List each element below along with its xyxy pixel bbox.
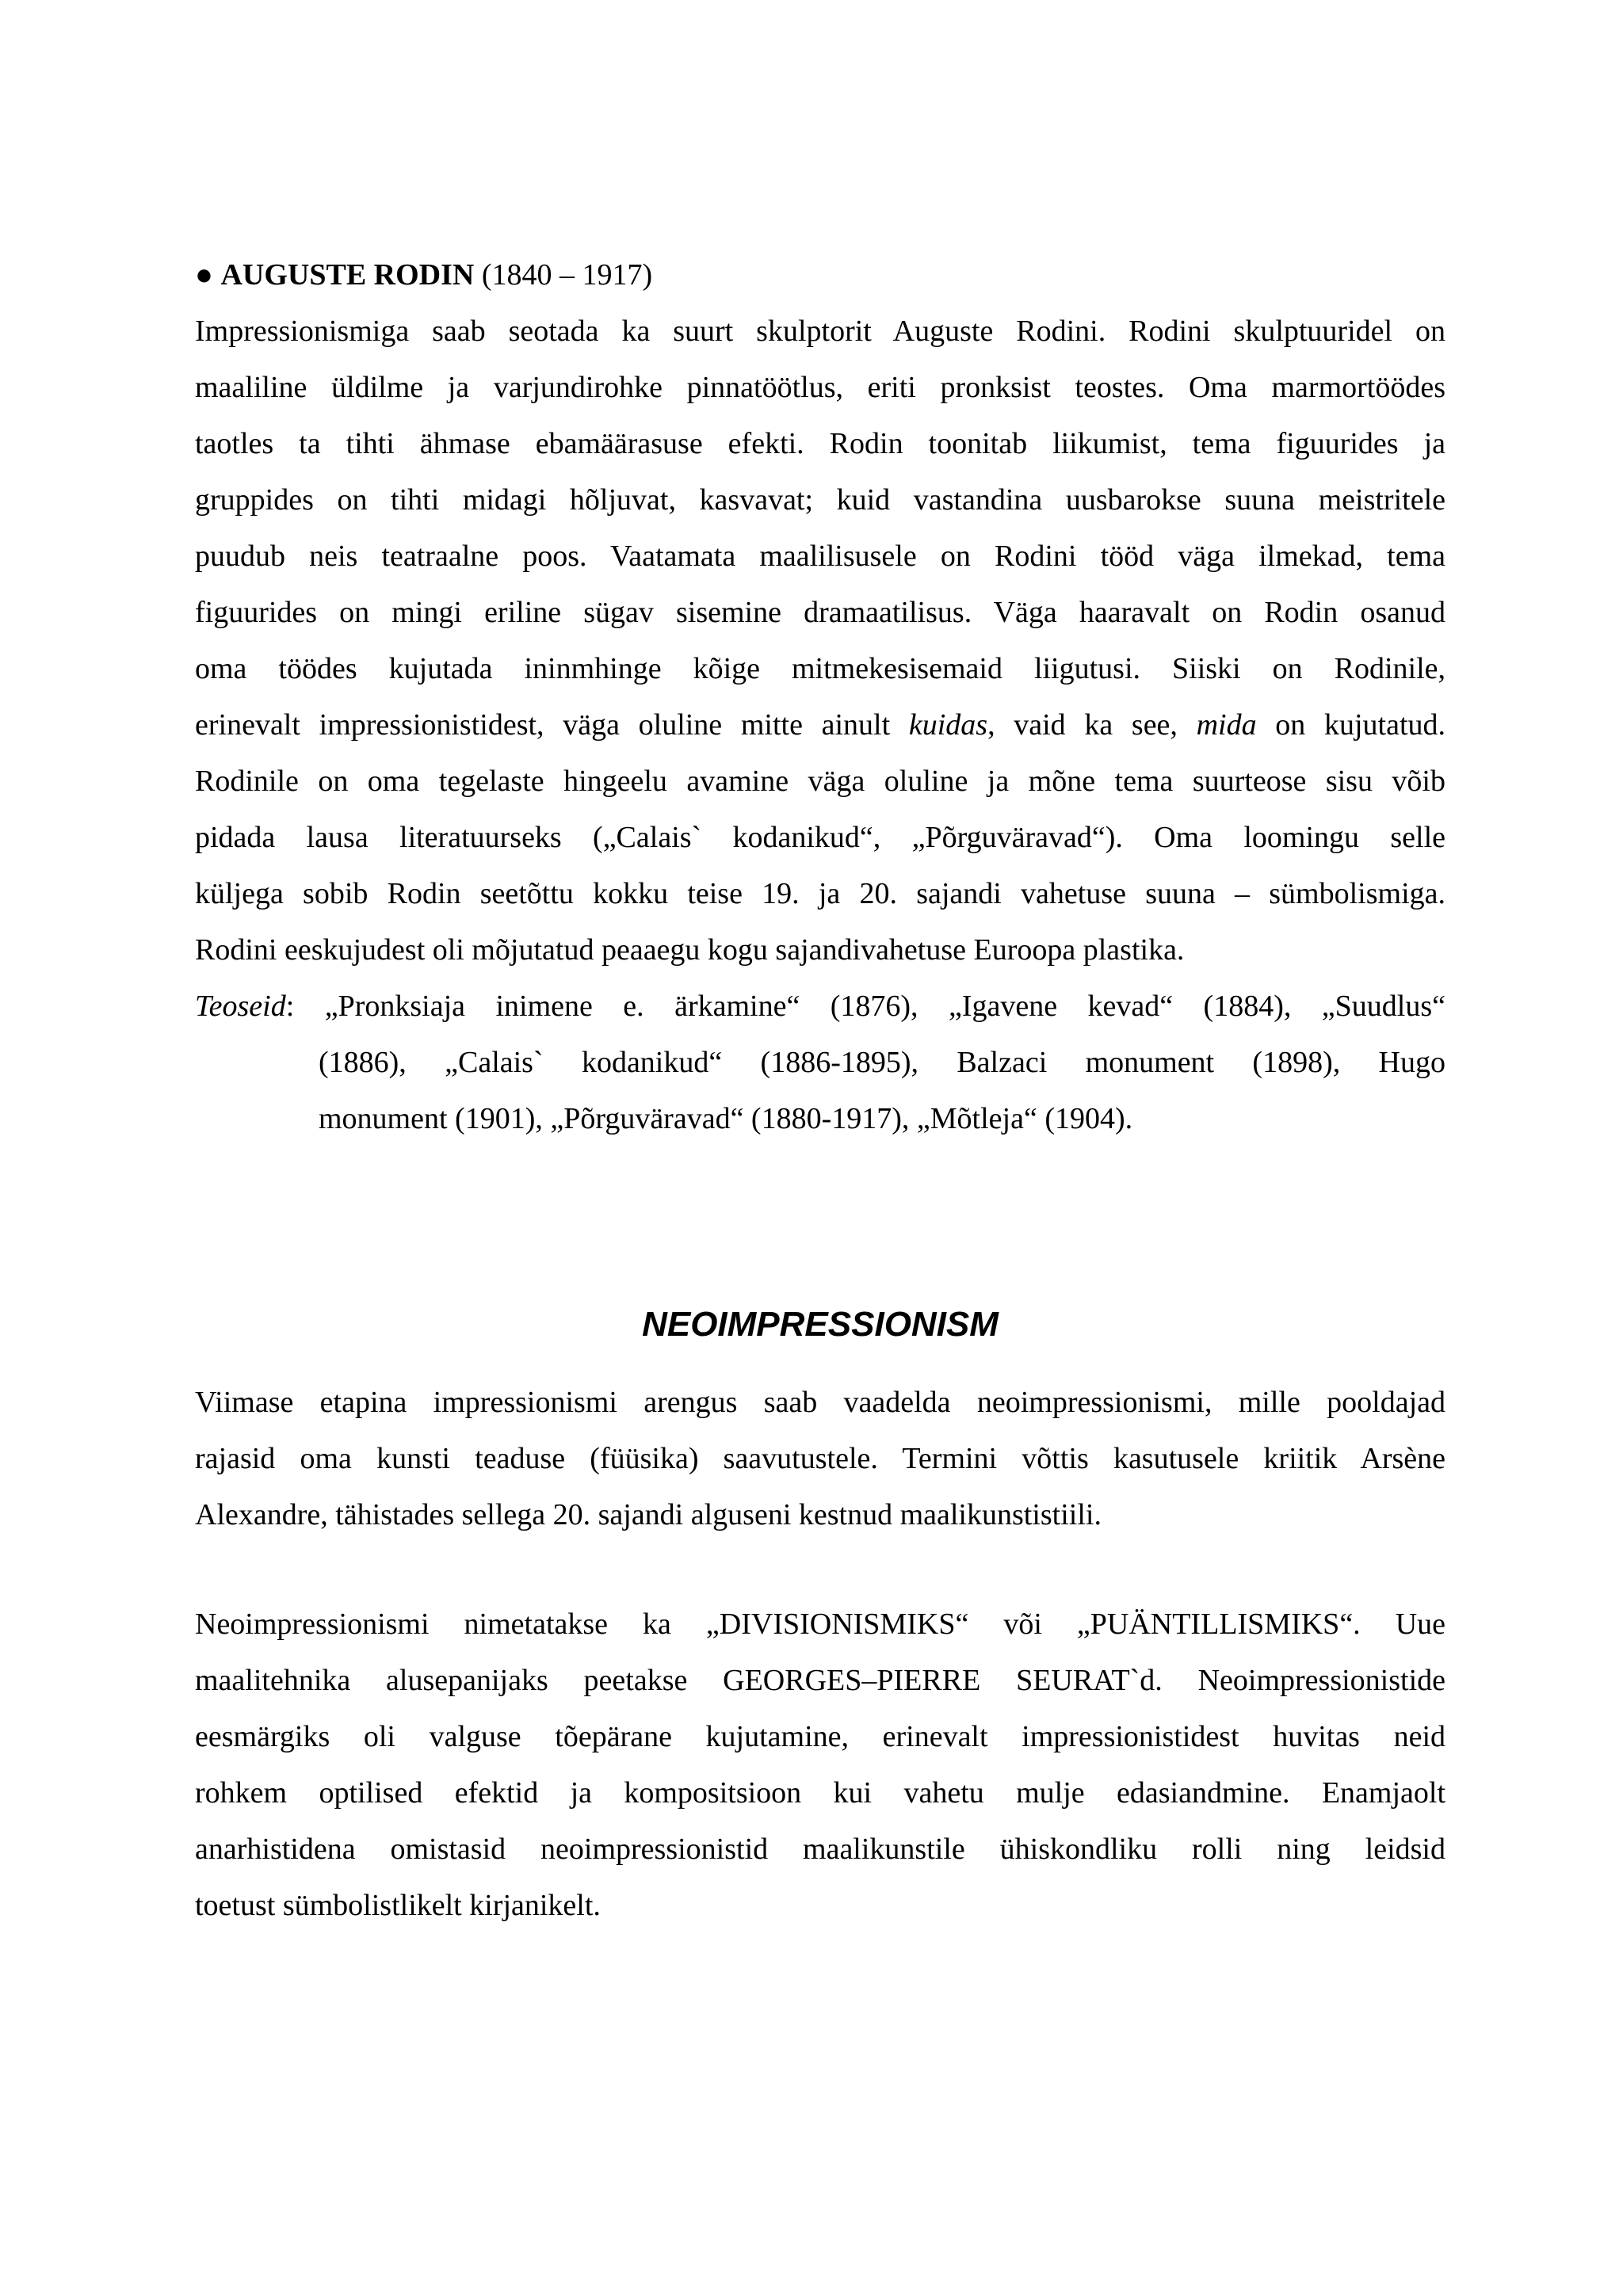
rodin-section xyxy=(195,247,1445,1147)
works-text-1: „Pronksiaja inimene e. ärkamine“ (1876), „Igavene kevad“ (1884), „Suudlus“ xyxy=(324,990,1446,1023)
rodin-line-8-c: on kujutatud. xyxy=(1256,708,1446,742)
works-line-2: (1886), „Calais` kodanikud“ (1886-1895), Balzaci monument (1898), Hugo xyxy=(319,1046,1445,1079)
neo-p1-line-2: rajasid oma kunsti teaduse (füüsika) saavutustele. Termini võttis kasutusele kriitik Arsène xyxy=(195,1442,1445,1475)
neo-p2-line-3: eesmärgiks oli valguse tõepärane kujutamine, erinevalt impressionistidest huvitas neid xyxy=(195,1720,1445,1753)
rodin-line-7: oma töödes kujutada ininmhinge kõige mitmekesisemaid liigutusi. Siiski on Rodinile, xyxy=(195,652,1445,685)
rodin-line-12: Rodini eeskujudest oli mõjutatud peaaegu kogu sajandivahetuse Euroopa plastika. xyxy=(195,933,1185,967)
rodin-line-9: Rodinile on oma tegelaste hingeelu avamine väga oluline ja mõne tema suurteose sisu võib xyxy=(195,765,1445,798)
rodin-line-5: puudub neis teatraalne poos. Vaatamata maalilisusele on Rodini tööd väga ilmekad, tema xyxy=(195,540,1445,573)
rodin-dates: (1840 – 1917) xyxy=(481,258,653,292)
works-line-3: monument (1901), „Põrguväravad“ (1880-1917), „Mõtleja“ (1904). xyxy=(319,1102,1133,1135)
neo-p2-line-4: rohkem optilised efektid ja kompositsioon kui vahetu mulje edasiandmine. Enamjaolt xyxy=(195,1776,1445,1810)
rodin-line-3: taotles ta tihti ähmase ebamäärasuse efekti. Rodin toonitab liikumist, tema figuurides ja xyxy=(195,427,1445,460)
rodin-line-10: pidada lausa literatuurseks („Calais` kodanikud“, „Põrguväravad“). Oma loomingu selle xyxy=(195,821,1445,854)
rodin-mida: mida xyxy=(1196,708,1257,742)
rodin-line-8-a: erinevalt impressionistidest, väga oluline mitte ainult xyxy=(195,708,909,742)
rodin-line-1: Impressionismiga saab seotada ka suurt skulptorit Auguste Rodini. Rodini skulptuuridel on xyxy=(195,315,1445,348)
rodin-line-6: figuurides on mingi eriline sügav sisemine dramaatilisus. Väga haaravalt on Rodin osanud xyxy=(195,596,1445,629)
neo-paragraph-2 xyxy=(195,1596,1445,1934)
rodin-line-11: küljega sobib Rodin seetõttu kokku teise 19. ja 20. sajandi vahetuse suuna – sümbolismiga. xyxy=(195,877,1445,910)
neo-p2-line-1: Neoimpressionismi nimetatakse ka „DIVISIONISMIKS“ või „PUÄNTILLISMIKS“. Uue xyxy=(195,1608,1445,1641)
rodin-line-8-b: , vaid ka see, xyxy=(987,708,1197,742)
works-colon: : xyxy=(285,990,295,1023)
neo-p2-line-2: maalitehnika alusepanijaks peetakse GEORGES–PIERRE SEURAT`d. Neoimpressionistide xyxy=(195,1664,1445,1697)
neo-p2-line-6: toetust sümbolistlikelt kirjanikelt. xyxy=(195,1889,601,1922)
rodin-line-8 xyxy=(195,697,1445,753)
neo-paragraph-1 xyxy=(195,1375,1445,1543)
rodin-line-2: maaliline üldilme ja varjundirohke pinnatöötlus, eriti pronksist teostes. Oma marmortöödes xyxy=(195,371,1445,404)
neo-p2-line-5: anarhistidena omistasid neoimpressionistid maalikunstile ühiskondliku rolli ning leidsid xyxy=(195,1833,1445,1866)
rodin-heading-line xyxy=(195,247,1445,303)
section-heading: NEOIMPRESSIONISM xyxy=(642,1305,999,1344)
rodin-name: AUGUSTE RODIN xyxy=(220,258,475,292)
works-label: Teoseid xyxy=(195,990,286,1023)
bullet: ● xyxy=(195,258,213,292)
neo-p1-line-3: Alexandre, tähistades sellega 20. sajandi alguseni kestnud maalikunstistiili. xyxy=(195,1498,1102,1531)
works-line-1 xyxy=(195,978,1445,1035)
neo-p1-line-1: Viimase etapina impressionismi arengus saab vaadelda neoimpressionismi, mille pooldajad xyxy=(195,1386,1445,1419)
rodin-line-4: gruppides on tihti midagi hõljuvat, kasvavat; kuid vastandina uusbarokse suuna meistritele xyxy=(195,483,1445,517)
rodin-kuidas: kuidas xyxy=(908,708,988,742)
